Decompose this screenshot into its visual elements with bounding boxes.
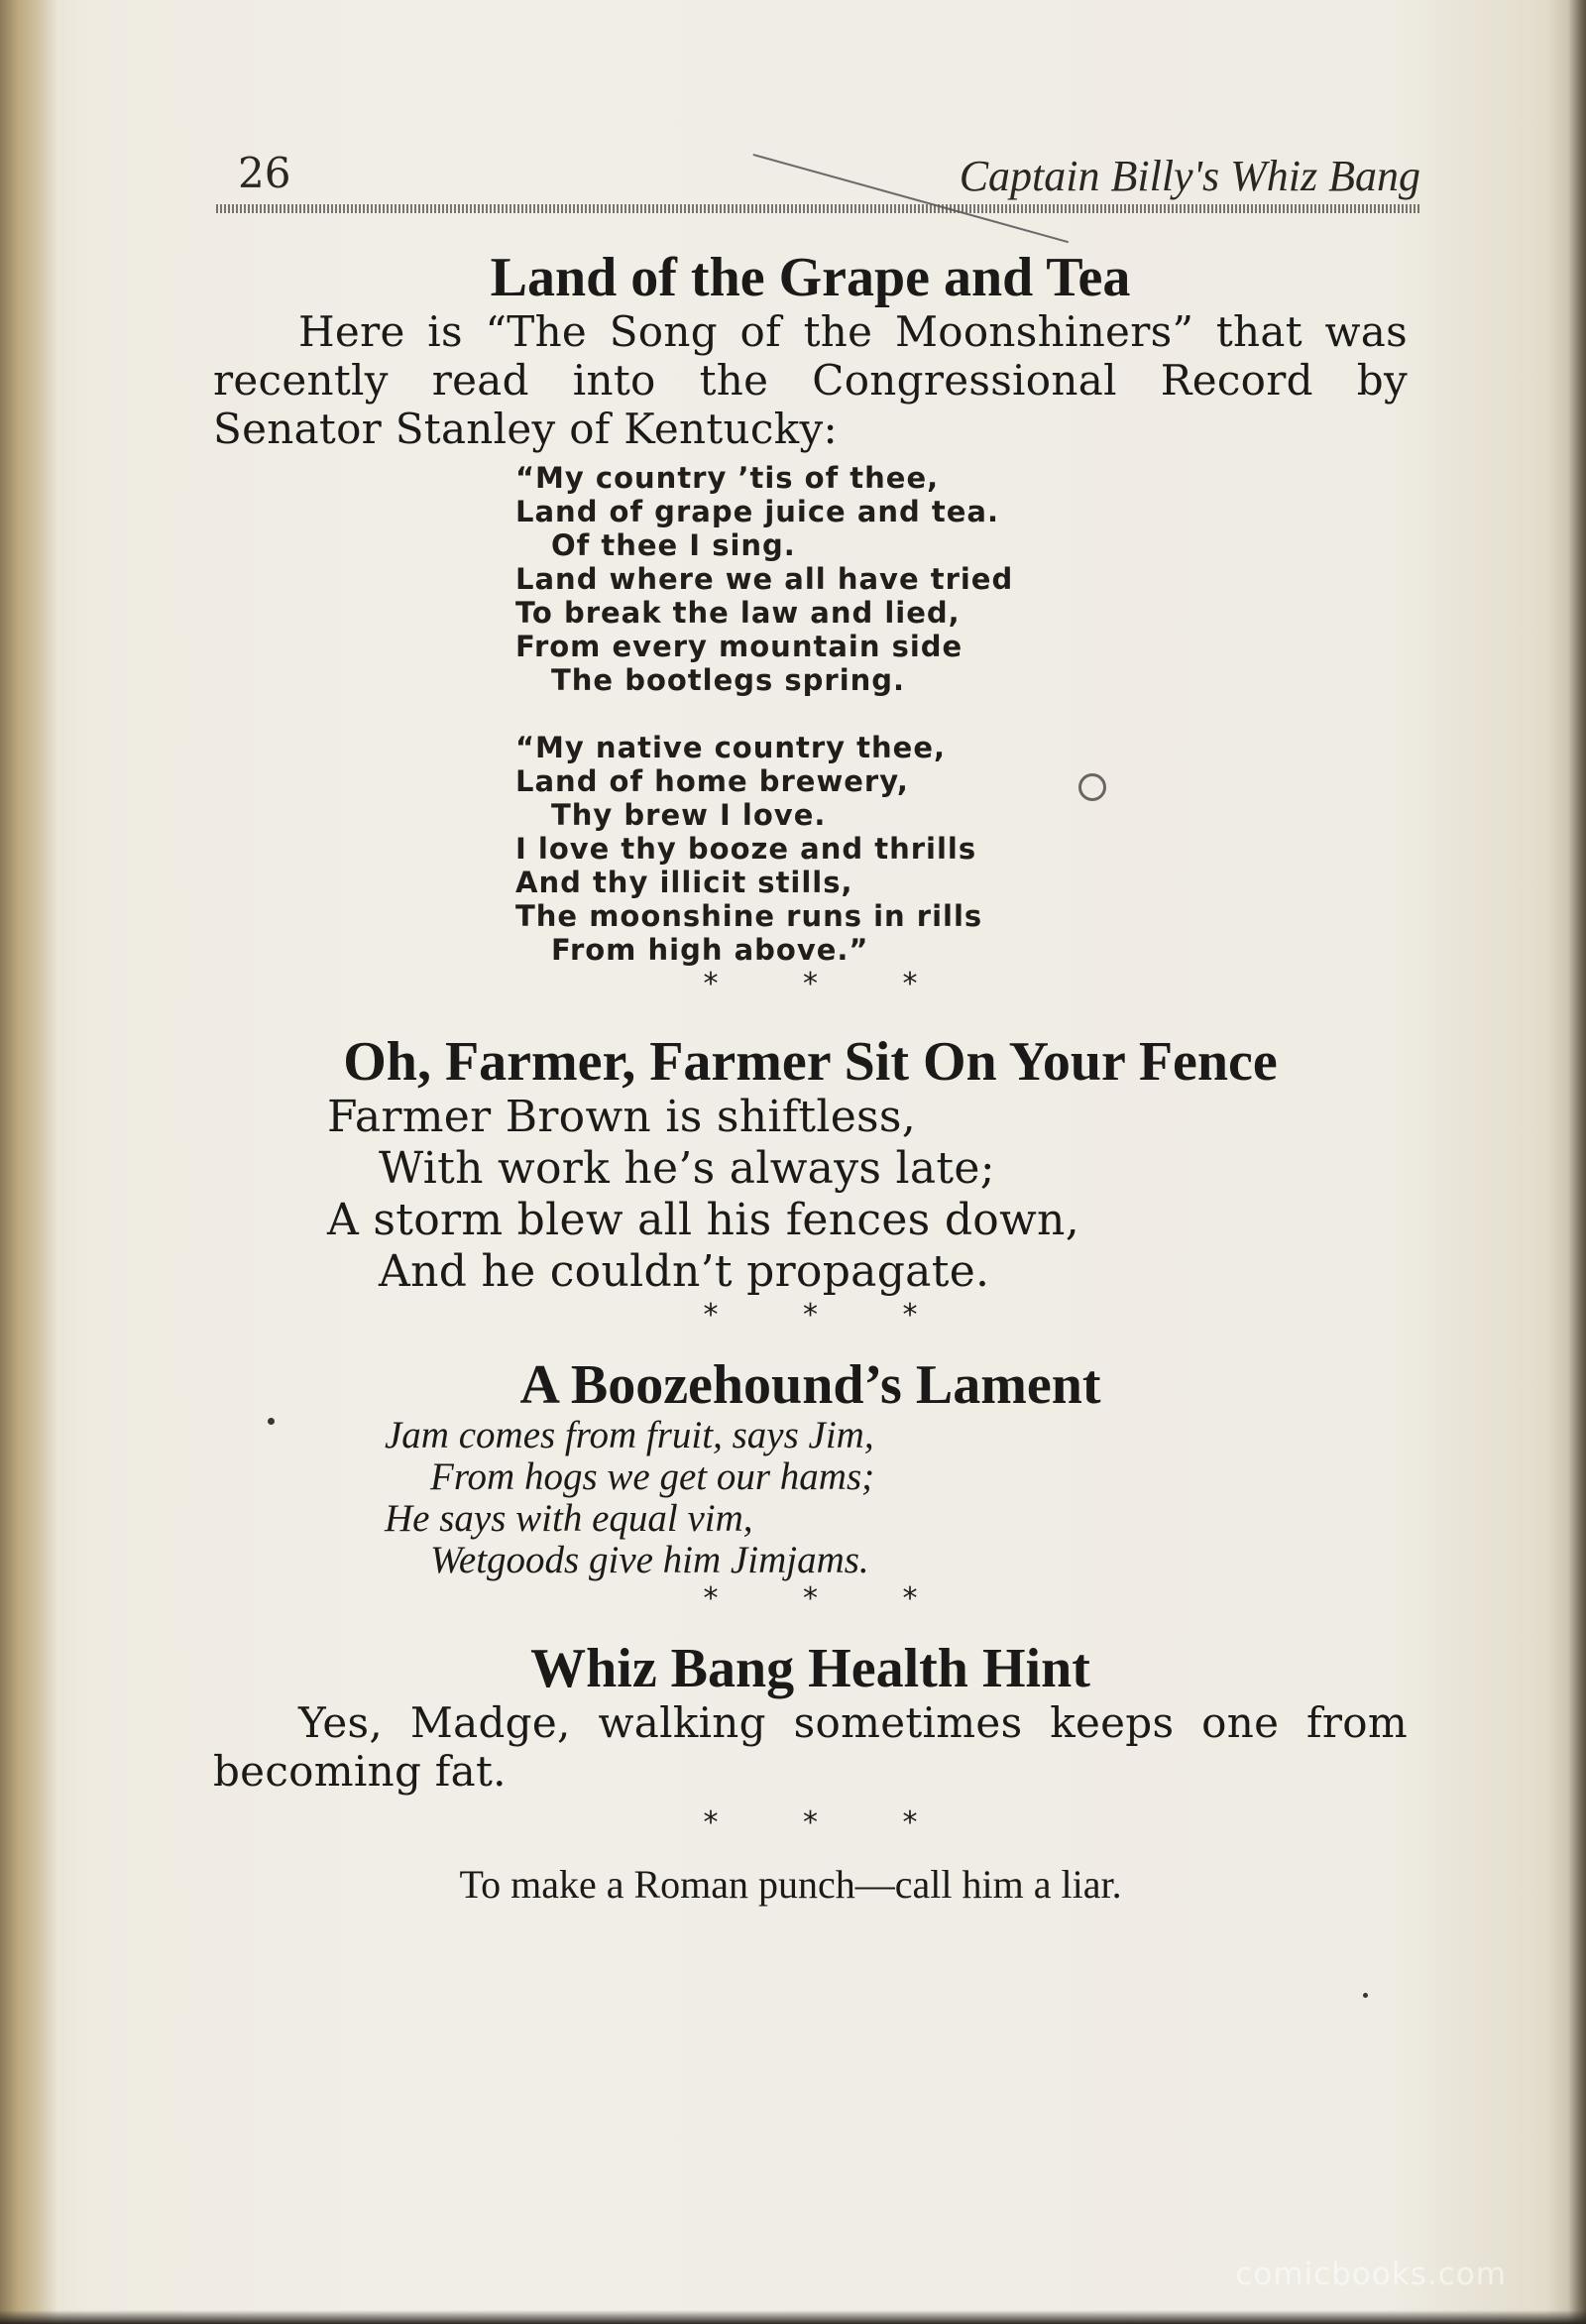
poem-line: Land of grape juice and tea. <box>515 495 1000 528</box>
poem-line: To break the law and lied, <box>515 596 961 630</box>
intro-paragraph: Here is “The Song of the Moonshiners” that was recently read into the Congressional Record by Senator Stanley of Kentucky: <box>213 307 1408 453</box>
closing-joke: To make a Roman punch—call him a liar. <box>459 1862 1122 1907</box>
poem-line: From high above.” <box>551 933 869 967</box>
page-number: 26 <box>238 149 291 197</box>
verse-line: Farmer Brown is shiftless, <box>327 1092 917 1142</box>
running-head: Captain Billy's Whiz Bang <box>959 152 1420 200</box>
separator-stars: * * * <box>703 1805 956 1840</box>
page-bottom-shadow <box>0 2310 1586 2324</box>
page-header <box>216 149 1420 208</box>
verse-line: With work he’s always late; <box>379 1143 995 1194</box>
ink-speck <box>1363 1993 1368 1998</box>
verse-line: He says with equal vim, <box>385 1497 753 1540</box>
poem-line: Land of home brewery, <box>515 764 909 798</box>
poem-line: The bootlegs spring. <box>551 663 906 697</box>
farmer-verse <box>213 1092 1408 1298</box>
header-rule <box>216 204 1420 213</box>
section-title: Whiz Bang Health Hint <box>530 1638 1090 1699</box>
page-content <box>213 248 1408 1908</box>
poem-line: “My native country thee, <box>515 731 947 764</box>
page-edge-shadow <box>1568 0 1586 2324</box>
ink-smudge <box>1078 773 1106 801</box>
verse-line: Wetgoods give him Jimjams. <box>430 1539 869 1581</box>
verse-line: And he couldn’t propagate. <box>379 1246 990 1297</box>
verse-line: From hogs we get our hams; <box>430 1455 875 1498</box>
poem-line: And thy illicit stills, <box>515 866 853 899</box>
verse-line: Jam comes from fruit, says Jim, <box>385 1414 874 1456</box>
poem-line: Of thee I sing. <box>551 528 796 562</box>
poem-stanza-2 <box>213 731 1408 967</box>
boozehound-verse <box>213 1415 1408 1581</box>
health-paragraph: Yes, Madge, walking sometimes keeps one from becoming fat. <box>213 1698 1408 1796</box>
ink-speck <box>268 1418 275 1425</box>
poem-stanza-1 <box>213 461 1408 697</box>
section-title: Oh, Farmer, Farmer Sit On Your Fence <box>343 1031 1278 1093</box>
section-health-hint <box>213 1639 1408 1841</box>
section-farmer <box>213 1032 1408 1334</box>
verse-line: A storm blew all his fences down, <box>327 1195 1079 1245</box>
poem-line: I love thy booze and thrills <box>515 832 977 866</box>
poem-line: The moonshine runs in rills <box>515 899 983 933</box>
poem-line: “My country ’tis of thee, <box>515 461 940 495</box>
poem-line: Thy brew I love. <box>551 798 827 832</box>
binding-spine <box>0 0 57 2324</box>
separator-stars: * * * <box>703 1298 956 1333</box>
watermark: comicbooks.com <box>1235 2257 1507 2292</box>
section-boozehound <box>213 1355 1408 1617</box>
separator-stars: * * * <box>703 1581 956 1616</box>
section-title: A Boozehound’s Lament <box>519 1354 1101 1416</box>
section-grape-and-tea <box>213 248 1408 1002</box>
section-title: Land of the Grape and Tea <box>490 247 1131 308</box>
separator-stars: * * * <box>703 967 956 1001</box>
poem-line: From every mountain side <box>515 630 963 663</box>
poem-line: Land where we all have tried <box>515 562 1014 596</box>
